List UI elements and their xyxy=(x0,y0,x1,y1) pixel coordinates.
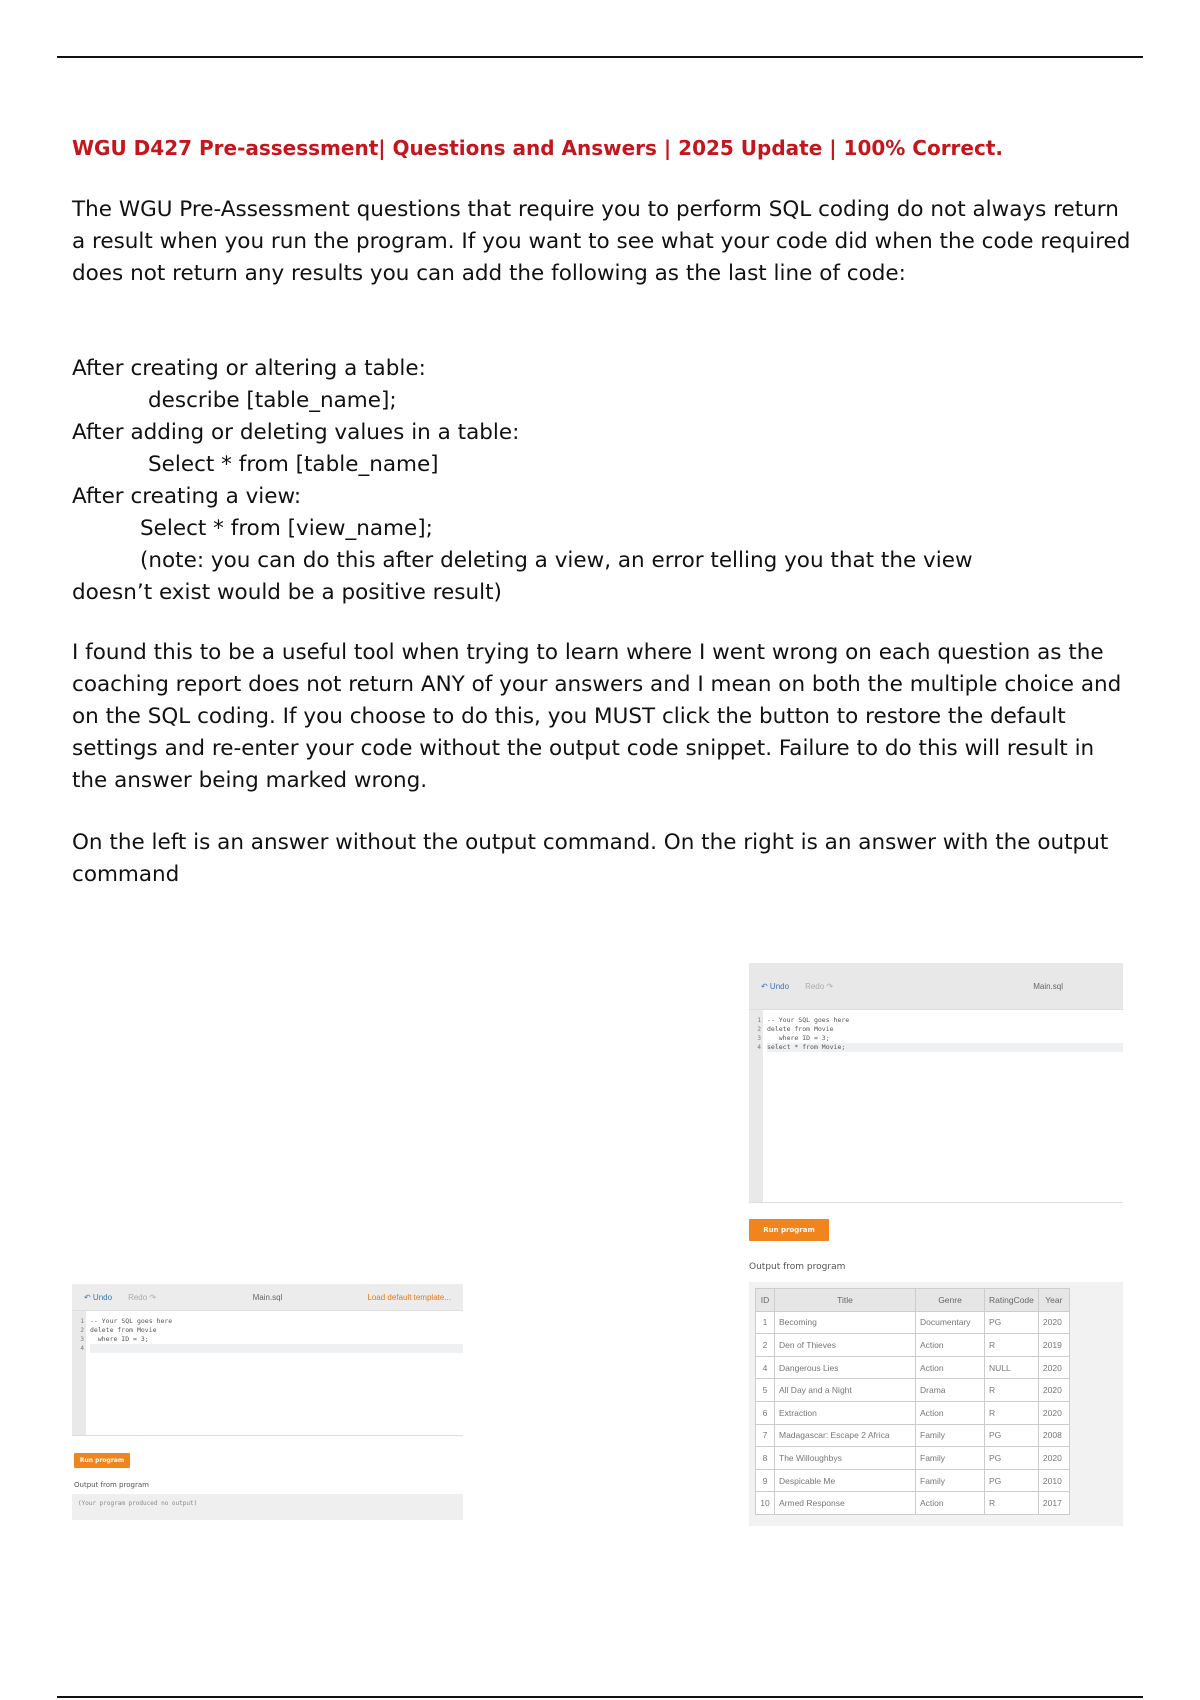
column-header: Title xyxy=(775,1289,916,1312)
cell-title: Den of Thieves xyxy=(775,1334,916,1357)
tip-code: Select * from [table_name] xyxy=(148,452,439,477)
code-line: select * from Movie; xyxy=(767,1043,1123,1052)
output-table-panel xyxy=(749,1282,1123,1526)
output-tips xyxy=(72,353,1132,609)
cell-rating: PG xyxy=(985,1447,1039,1470)
tip-line: After creating a view: xyxy=(72,484,302,509)
cell-year: 2019 xyxy=(1038,1334,1069,1357)
code-area xyxy=(763,1010,1123,1202)
comparison-text: On the left is an answer without the output command. On the right is an answer with the output command xyxy=(72,830,1109,887)
output-label: Output from program xyxy=(749,1262,846,1272)
tip-note-cont: doesn’t exist would be a positive result) xyxy=(72,580,502,605)
cell-genre: Action xyxy=(916,1356,985,1379)
code-area xyxy=(86,1311,463,1435)
comparison-paragraph xyxy=(72,827,1132,891)
cell-id: 2 xyxy=(756,1334,775,1357)
load-default-template-link[interactable]: Load default template... xyxy=(367,1292,451,1302)
table-row xyxy=(756,1424,1070,1447)
table-row xyxy=(756,1311,1070,1334)
tip-line: After adding or deleting values in a table: xyxy=(72,420,520,445)
code-line: delete from Movie xyxy=(90,1326,157,1334)
code-line: delete from Movie xyxy=(767,1025,834,1033)
code-editor[interactable] xyxy=(72,1311,463,1436)
cell-rating: R xyxy=(985,1334,1039,1357)
code-line: where ID = 3; xyxy=(767,1034,830,1042)
redo-button[interactable]: Redo ↷ xyxy=(128,1292,157,1302)
cell-genre: Action xyxy=(916,1334,985,1357)
cell-rating: PG xyxy=(985,1311,1039,1334)
tip-code: Select * from [view_name]; xyxy=(140,516,433,541)
undo-button[interactable]: ↶ Undo xyxy=(84,1292,113,1302)
document-title: WGU D427 Pre-assessment| Questions and Answers | 2025 Update | 100% Correct. xyxy=(72,136,1003,160)
tip-note: (note: you can do this after deleting a view, an error telling you that the view xyxy=(140,548,973,573)
run-program-button[interactable]: Run program xyxy=(749,1219,829,1241)
cell-rating: PG xyxy=(985,1424,1039,1447)
column-header: ID xyxy=(756,1289,775,1312)
cell-year: 2020 xyxy=(1038,1379,1069,1402)
cell-genre: Action xyxy=(916,1492,985,1515)
intro-paragraph xyxy=(72,194,1132,290)
undo-button[interactable]: ↶ Undo xyxy=(761,981,790,991)
cell-id: 1 xyxy=(756,1311,775,1334)
line-number: 4 xyxy=(80,1345,84,1352)
program-output: (Your program produced no output) xyxy=(72,1494,463,1520)
cell-rating: PG xyxy=(985,1469,1039,1492)
cell-genre: Family xyxy=(916,1469,985,1492)
cell-year: 2020 xyxy=(1038,1311,1069,1334)
cell-title: All Day and a Night xyxy=(775,1379,916,1402)
cell-rating: NULL xyxy=(985,1356,1039,1379)
cell-title: The Willoughbys xyxy=(775,1447,916,1470)
coaching-text: I found this to be a useful tool when trying to learn where I went wrong on each question as the coaching report does not return ANY of your answers and I mean on both the multiple choice and on the SQL coding. If you choose to do this, you MUST click the button to restore the default settings and re-enter your code without the output code snippet. Failure to do this will result in the answer being marked wrong. xyxy=(72,640,1122,793)
bottom-rule xyxy=(57,1696,1143,1698)
code-line: -- Your SQL goes here xyxy=(90,1317,173,1325)
cell-year: 2010 xyxy=(1038,1469,1069,1492)
cell-year: 2017 xyxy=(1038,1492,1069,1515)
cell-title: Becoming xyxy=(775,1311,916,1334)
line-number: 2 xyxy=(757,1026,761,1033)
editor-toolbar xyxy=(72,1284,463,1311)
redo-button[interactable]: Redo ↷ xyxy=(805,981,834,991)
table-row xyxy=(756,1492,1070,1515)
cell-id: 5 xyxy=(756,1379,775,1402)
tip-line: After creating or altering a table: xyxy=(72,356,426,381)
column-header: RatingCode xyxy=(985,1289,1039,1312)
coaching-paragraph xyxy=(72,637,1132,797)
table-row xyxy=(756,1469,1070,1492)
line-number: 1 xyxy=(80,1318,84,1325)
cell-rating: R xyxy=(985,1379,1039,1402)
cell-genre: Family xyxy=(916,1424,985,1447)
column-header: Year xyxy=(1038,1289,1069,1312)
code-line xyxy=(90,1344,463,1353)
cell-genre: Drama xyxy=(916,1379,985,1402)
intro-text: The WGU Pre-Assessment questions that require you to perform SQL coding do not always return a result when you run the program. If you want to see what your code did when the code required does not return any results you can add the following as the last line of code: xyxy=(72,197,1131,286)
file-name: Main.sql xyxy=(252,1292,283,1302)
code-editor[interactable] xyxy=(749,1010,1123,1203)
output-table xyxy=(755,1288,1070,1515)
cell-id: 9 xyxy=(756,1469,775,1492)
output-label: Output from program xyxy=(74,1481,149,1489)
line-number: 3 xyxy=(757,1035,761,1042)
cell-year: 2020 xyxy=(1038,1356,1069,1379)
cell-id: 8 xyxy=(756,1447,775,1470)
line-number: 3 xyxy=(80,1336,84,1343)
cell-year: 2020 xyxy=(1038,1401,1069,1424)
cell-id: 4 xyxy=(756,1356,775,1379)
code-line: where ID = 3; xyxy=(90,1335,149,1343)
right-screenshot-editor xyxy=(749,963,1123,1203)
cell-title: Armed Response xyxy=(775,1492,916,1515)
cell-genre: Family xyxy=(916,1447,985,1470)
line-number: 2 xyxy=(80,1327,84,1334)
cell-year: 2020 xyxy=(1038,1447,1069,1470)
tip-code: describe [table_name]; xyxy=(148,388,397,413)
table-row xyxy=(756,1401,1070,1424)
table-row xyxy=(756,1447,1070,1470)
cell-title: Dangerous Lies xyxy=(775,1356,916,1379)
table-row xyxy=(756,1379,1070,1402)
cell-id: 6 xyxy=(756,1401,775,1424)
run-program-button[interactable]: Run program xyxy=(74,1453,130,1468)
cell-rating: R xyxy=(985,1401,1039,1424)
code-line: -- Your SQL goes here xyxy=(767,1016,850,1024)
line-number: 1 xyxy=(757,1017,761,1024)
table-row xyxy=(756,1356,1070,1379)
cell-rating: R xyxy=(985,1492,1039,1515)
cell-title: Despicable Me xyxy=(775,1469,916,1492)
table-header-row xyxy=(756,1289,1070,1312)
cell-year: 2008 xyxy=(1038,1424,1069,1447)
line-gutter xyxy=(72,1311,86,1435)
column-header: Genre xyxy=(916,1289,985,1312)
file-name: Main.sql xyxy=(1033,981,1063,991)
top-rule xyxy=(57,56,1143,58)
cell-title: Extraction xyxy=(775,1401,916,1424)
line-gutter xyxy=(749,1010,763,1202)
cell-genre: Documentary xyxy=(916,1311,985,1334)
left-screenshot-editor xyxy=(72,1284,463,1444)
editor-toolbar xyxy=(749,963,1123,1010)
cell-title: Madagascar: Escape 2 Africa xyxy=(775,1424,916,1447)
cell-id: 7 xyxy=(756,1424,775,1447)
line-number: 4 xyxy=(757,1044,761,1051)
cell-id: 10 xyxy=(756,1492,775,1515)
cell-genre: Action xyxy=(916,1401,985,1424)
table-row xyxy=(756,1334,1070,1357)
